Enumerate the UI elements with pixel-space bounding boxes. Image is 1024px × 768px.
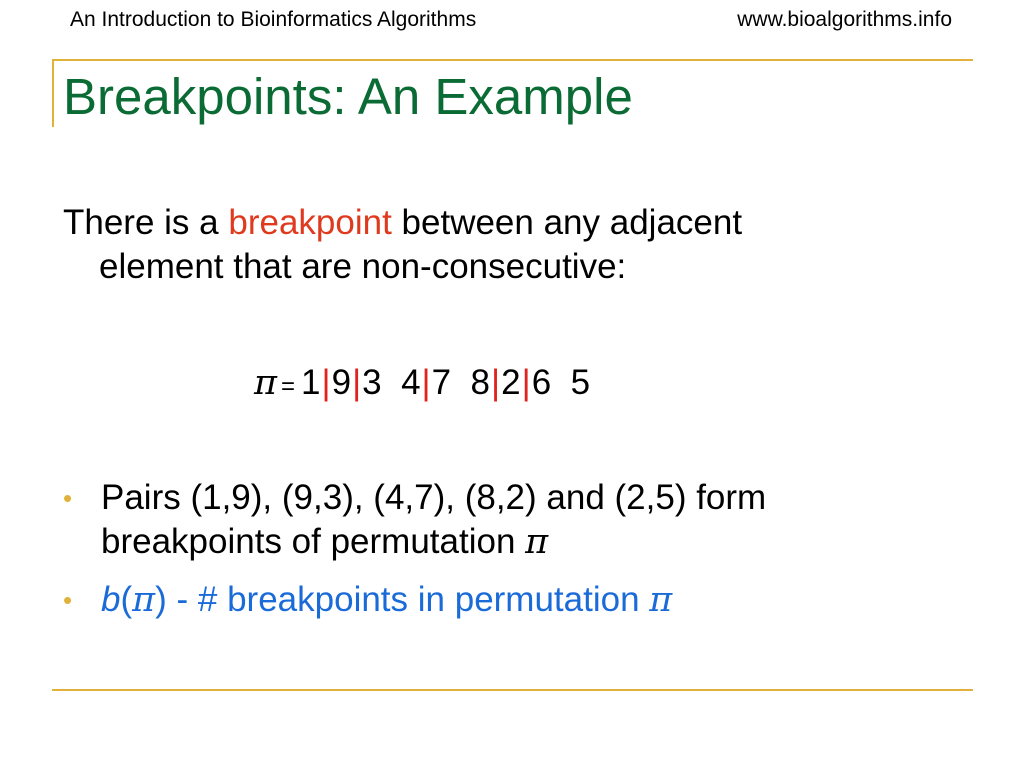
slide-title: Breakpoints: An Example: [63, 68, 633, 125]
breakpoint-bar: |: [491, 363, 501, 402]
bullet-definition: [63, 578, 943, 622]
header-course-title: An Introduction to Bioinformatics Algorithms: [70, 8, 477, 31]
paren-open: (: [120, 580, 133, 619]
header-website: www.bioalgorithms.info: [737, 8, 952, 31]
equals-sign: =: [281, 373, 296, 400]
intro-text-cont: between any adjacent: [391, 203, 743, 242]
pi-symbol: π: [132, 580, 156, 620]
definition-text: ) - # breakpoints in permutation: [155, 580, 650, 619]
perm-group: 3 4: [362, 363, 421, 402]
permutation-expression: [254, 363, 590, 403]
perm-group: 2: [501, 363, 521, 402]
pi-symbol: π: [254, 363, 278, 403]
b-function: b: [101, 580, 121, 619]
perm-group: 7 8: [431, 363, 491, 402]
breakpoint-bar: |: [321, 363, 331, 402]
intro-line-1: [63, 201, 943, 245]
pi-symbol: π: [649, 580, 673, 620]
top-horizontal-rule: [52, 59, 973, 61]
breakpoint-bar: |: [352, 363, 362, 402]
bullet-dot: •: [63, 585, 73, 615]
perm-group: 6 5: [531, 363, 591, 402]
bullet-dot: •: [63, 483, 73, 513]
breakpoint-bar: |: [521, 363, 531, 402]
breakpoint-bar: |: [421, 363, 431, 402]
bullet-text: breakpoints of permutation: [101, 522, 526, 561]
bullet-pairs: [63, 476, 943, 564]
definition-line: [63, 578, 943, 622]
intro-line-2: element that are non-consecutive:: [99, 247, 627, 286]
title-vertical-rule: [52, 59, 54, 127]
intro-text: There is a: [63, 203, 229, 242]
bullet-line-2: [63, 520, 943, 564]
bullet-line-1: Pairs (1,9), (9,3), (4,7), (8,2) and (2,5) form: [101, 478, 767, 517]
pi-symbol: π: [525, 522, 549, 562]
bottom-horizontal-rule: [52, 689, 973, 691]
intro-paragraph: [63, 201, 943, 289]
breakpoint-term: breakpoint: [228, 203, 392, 242]
perm-group: 9: [331, 363, 352, 402]
perm-group: 1: [301, 363, 321, 402]
